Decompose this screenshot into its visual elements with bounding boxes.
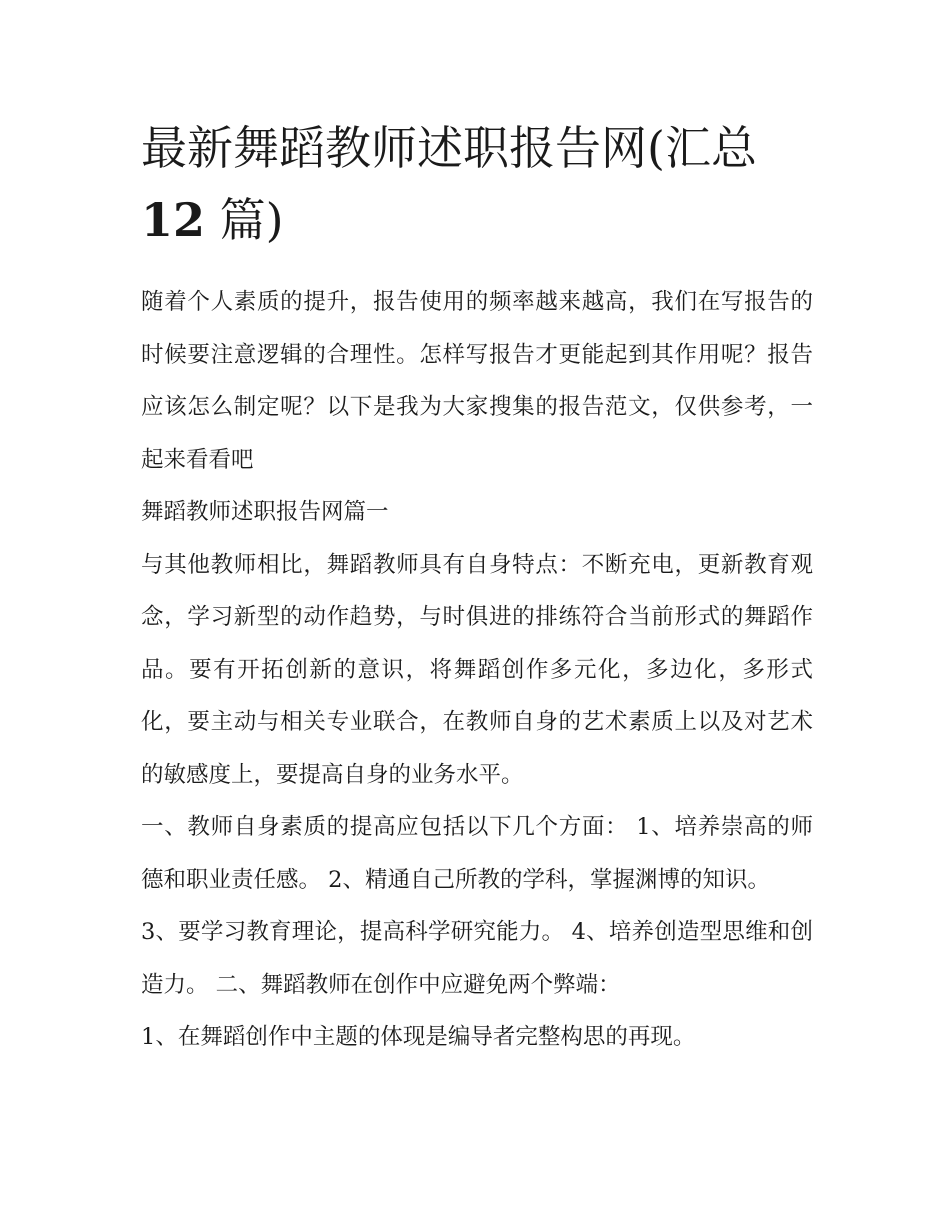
title-number: 12 — [141, 193, 206, 247]
section-heading: 舞蹈教师述职报告网篇一 — [141, 499, 389, 525]
document-title — [141, 112, 813, 256]
document-page — [141, 112, 813, 1064]
title-text: 最新舞蹈教师述职报告网(汇总 — [141, 121, 757, 175]
title-suffix: 篇) — [205, 193, 284, 247]
body-paragraph: 3、要学习教育理论，提高科学研究能力。 4、培养创造型思维和创造力。 二、舞蹈教师在创作中应避免两个弊端： — [141, 919, 813, 998]
body-paragraph: 1、在舞蹈创作中主题的体现是编导者完整构思的再现。 — [141, 1024, 696, 1050]
body-paragraph: 与其他教师相比，舞蹈教师具有自身特点：不断充电，更新教育观念，学习新型的动作趋势，与时俱进的排练符合当前形式的舞蹈作品。要有开拓创新的意识，将舞蹈创作多元化，多边化，多形式化，要主动与相关专业联合，在教师自身的艺术素质上以及对艺术的敏感度上，要提高自身的业务水平。 — [141, 551, 813, 788]
body-paragraph: 一、教师自身素质的提高应包括以下几个方面： 1、培养崇高的师德和职业责任感。 2、精通自己所教的学科，掌握渊博的知识。 — [141, 814, 813, 893]
intro-paragraph: 随着个人素质的提升，报告使用的频率越来越高，我们在写报告的时候要注意逻辑的合理性。怎样写报告才更能起到其作用呢？报告应该怎么制定呢？以下是我为大家搜集的报告范文，仅供参考，一起来看看吧 — [141, 289, 813, 473]
